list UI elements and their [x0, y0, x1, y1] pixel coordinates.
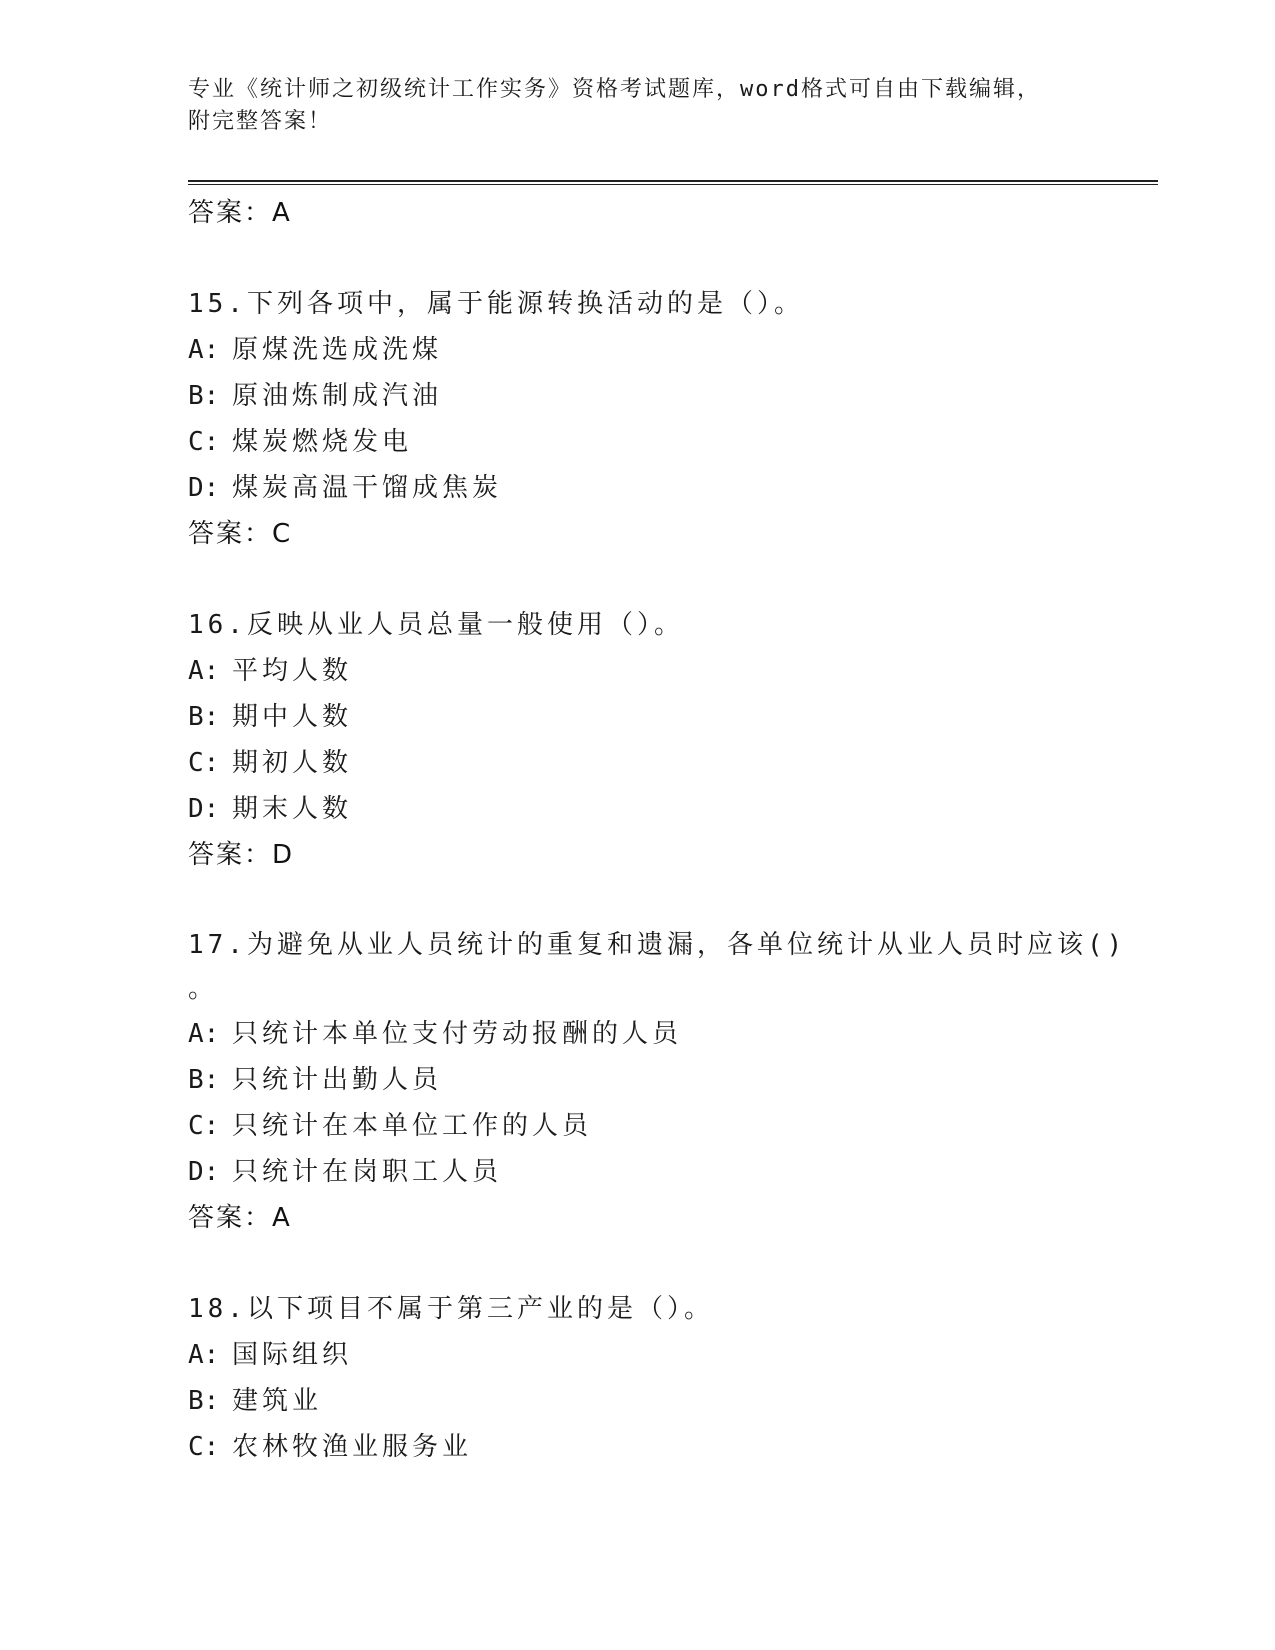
option-text: 期初人数 — [232, 748, 353, 778]
question-15 — [188, 281, 1148, 557]
option-letter: A: — [188, 656, 220, 686]
document-header — [188, 74, 1088, 138]
option-b — [188, 1378, 1148, 1424]
question-text: 18.以下项目不属于第三产业的是（）。 — [188, 1294, 714, 1324]
option-text: 国际组织 — [232, 1340, 353, 1370]
question-text: 17.为避免从业人员统计的重复和遗漏，各单位统计从业人员时应该() — [188, 930, 1127, 960]
option-a — [188, 327, 1148, 373]
question-17 — [188, 923, 1148, 1241]
option-c — [188, 419, 1148, 465]
option-letter: A: — [188, 1340, 220, 1370]
option-d — [188, 1149, 1148, 1195]
option-letter: B: — [188, 381, 220, 411]
option-text: 煤炭高温干馏成焦炭 — [232, 473, 503, 503]
question-16 — [188, 602, 1148, 878]
answer-previous: 答案：A — [188, 198, 292, 228]
option-letter: D: — [188, 473, 220, 503]
question-text-continuation: 。 — [188, 974, 215, 1004]
option-a — [188, 1011, 1148, 1057]
option-letter: D: — [188, 794, 220, 824]
option-c — [188, 1103, 1148, 1149]
option-text: 原煤洗选成洗煤 — [232, 335, 443, 365]
option-letter: D: — [188, 1157, 220, 1187]
option-letter: B: — [188, 1065, 220, 1095]
option-letter: C: — [188, 1111, 220, 1141]
answer-15: 答案：C — [188, 519, 293, 549]
option-text: 平均人数 — [232, 656, 353, 686]
option-text: 期中人数 — [232, 702, 353, 732]
answer-16: 答案：D — [188, 840, 295, 870]
option-b — [188, 694, 1148, 740]
option-letter: C: — [188, 427, 220, 457]
option-letter: B: — [188, 1386, 220, 1416]
option-letter: A: — [188, 335, 220, 365]
option-b — [188, 373, 1148, 419]
option-letter: C: — [188, 1432, 220, 1462]
option-a — [188, 648, 1148, 694]
option-b — [188, 1057, 1148, 1103]
option-text: 期末人数 — [232, 794, 353, 824]
option-text: 只统计本单位支付劳动报酬的人员 — [232, 1019, 683, 1049]
answer-17: 答案：A — [188, 1203, 292, 1233]
option-text: 建筑业 — [232, 1386, 323, 1416]
question-text: 15.下列各项中，属于能源转换活动的是（）。 — [188, 289, 804, 319]
option-letter: C: — [188, 748, 220, 778]
question-text: 16.反映从业人员总量一般使用（）。 — [188, 610, 684, 640]
option-text: 只统计出勤人员 — [232, 1065, 443, 1095]
header-line-2: 附完整答案！ — [188, 109, 333, 134]
option-text: 农林牧渔业服务业 — [232, 1432, 473, 1462]
option-text: 只统计在岗职工人员 — [232, 1157, 503, 1187]
option-c — [188, 740, 1148, 786]
option-letter: B: — [188, 702, 220, 732]
question-18 — [188, 1286, 1148, 1470]
header-line-1: 专业《统计师之初级统计工作实务》资格考试题库，word格式可自由下载编辑， — [188, 77, 1041, 102]
header-divider — [188, 180, 1158, 182]
option-text: 只统计在本单位工作的人员 — [232, 1111, 593, 1141]
question-list — [188, 190, 1148, 1470]
option-letter: A: — [188, 1019, 220, 1049]
option-text: 煤炭燃烧发电 — [232, 427, 413, 457]
option-a — [188, 1332, 1148, 1378]
header-divider-thin — [188, 184, 1158, 185]
option-c — [188, 1424, 1148, 1470]
option-d — [188, 786, 1148, 832]
option-text: 原油炼制成汽油 — [232, 381, 443, 411]
option-d — [188, 465, 1148, 511]
